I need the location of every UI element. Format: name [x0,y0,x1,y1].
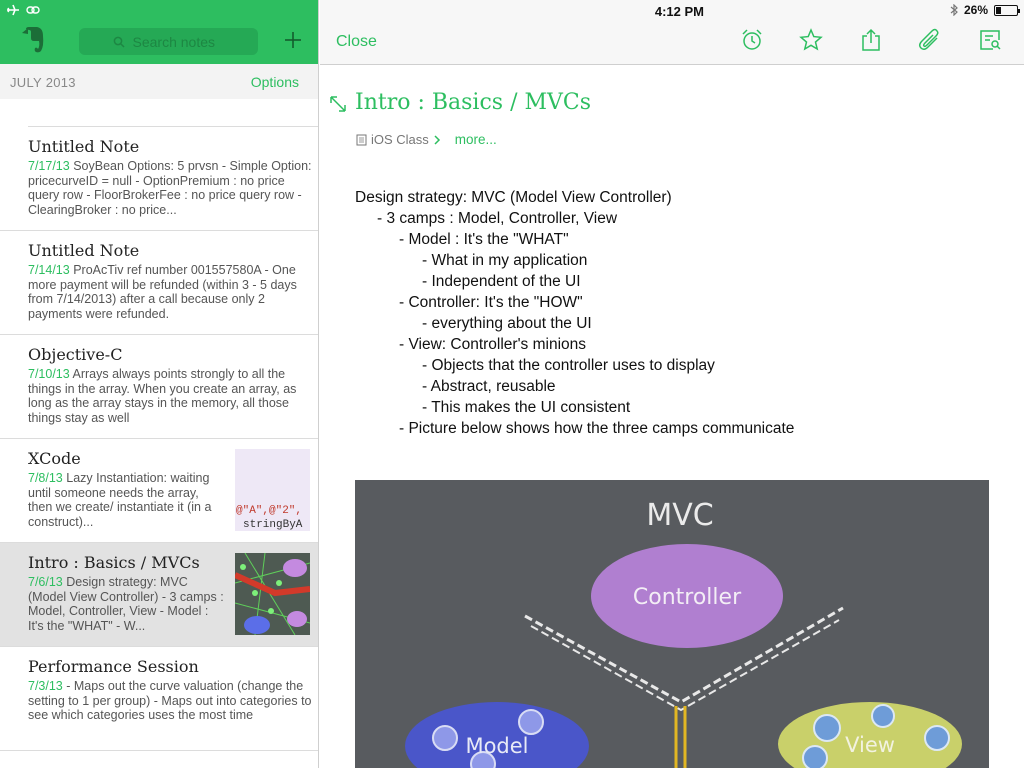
note-content-line: Design strategy: MVC (Model View Controller) [355,189,672,206]
status-icons-right [950,3,1018,17]
view-object [803,746,827,768]
note-meta [356,132,497,147]
note-list-item[interactable] [0,439,319,543]
chevron-right-icon [433,135,441,145]
status-icons-left [6,4,40,16]
model-label: Model [465,734,529,758]
editor-toolbar [320,0,1024,65]
airplane-icon [6,4,20,16]
note-snippet [28,471,224,531]
note-snippet [28,575,224,635]
options-button[interactable]: Options [250,74,299,90]
note-title: XCode [28,449,81,468]
note-content-line: - Objects that the controller uses to display [422,357,715,374]
note-list-item[interactable] [0,127,319,231]
note-list-item-selected[interactable] [0,543,319,647]
controller-label: Controller [632,585,742,610]
battery-icon [994,5,1018,16]
note-list-item[interactable] [0,647,319,751]
note-thumbnail-code [235,449,310,531]
notebook-icon [356,134,367,146]
note-snippet-text: - Maps out the curve valuation (change the setting to 1 per group) - Maps out into categories to see which categories uses the most time [28,679,312,722]
note-snippet-text: SoyBean Options: 5 prvsn - Simple Option: pricecurveID = null - OptionPremium : no price query row - FloorBrokerFee : no price query row - ClearingBroker : no price... [28,159,312,217]
note-list-item[interactable] [0,231,319,335]
note-date: 7/17/13 [28,159,70,173]
thumbnail-code-line: @"A",@"2", [236,505,303,517]
note-snippet [28,367,312,427]
note-content-line: - Independent of the UI [422,273,581,290]
note-title: Intro : Basics / MVCs [28,553,200,572]
note-date: 7/6/13 [28,575,63,589]
note-content-line: - This makes the UI consistent [422,399,631,416]
model-object [519,710,543,734]
note-content-line: - View: Controller's minions [399,336,587,353]
evernote-logo-icon[interactable] [20,26,46,54]
note-date: 7/3/13 [28,679,63,693]
note-content-line: - Controller: It's the "HOW" [399,294,583,311]
note-content-line: - What in my application [422,252,588,269]
note-title-heading[interactable]: Intro : Basics / MVCs [355,90,592,115]
note-editor [320,0,1024,768]
note-snippet-text: Lazy Instantiation: waiting until someone needs the array, then we create/ instantiate it (in a construct)... [28,471,212,529]
month-label: JULY 2013 [10,75,76,90]
note-content-line: - Picture below shows how the three camps communicate [399,420,795,437]
note-content-line: - 3 camps : Model, Controller, View [377,210,618,227]
status-time: 4:12 PM [654,4,704,19]
view-object [872,705,894,727]
new-note-button[interactable] [281,28,305,52]
note-snippet [28,263,312,323]
note-search-icon[interactable] [978,28,1002,52]
note-snippet [28,159,312,219]
search-icon [113,36,125,48]
battery-fill [996,7,1001,14]
note-content-line: - Abstract, reusable [422,378,556,395]
note-date: 7/8/13 [28,471,63,485]
search-bar[interactable] [79,28,258,55]
note-content-line: - everything about the UI [422,315,592,332]
alarm-clock-icon[interactable] [740,28,764,52]
sidebar-header [0,0,319,64]
mvc-diagram-image [355,480,989,768]
star-icon[interactable] [799,28,823,52]
view-label: View [845,733,895,757]
note-date: 7/10/13 [28,367,70,381]
view-object [925,726,949,750]
notes-sidebar [0,0,319,768]
month-header [0,64,319,99]
note-title: Performance Session [28,657,199,676]
note-title: Untitled Note [28,137,140,156]
note-snippet-text: ProAcTiv ref number 001557580A - One more payment will be refunded (within 3 - 5 days from 7/14/2013) after a call because only 2 payments were refunded. [28,263,297,321]
note-title: Objective-C [28,345,123,364]
note-title: Untitled Note [28,241,140,260]
view-object [814,715,840,741]
more-link[interactable]: more... [454,132,497,147]
close-button[interactable]: Close [336,33,377,50]
bluetooth-icon [950,4,958,16]
battery-percent: 26% [963,3,988,17]
wifi-link-icon [26,4,40,16]
note-content[interactable] [355,187,794,439]
note-list-item[interactable] [0,335,319,439]
note-content-line: - Model : It's the "WHAT" [399,231,569,248]
note-thumbnail-network [235,553,310,635]
thumbnail-code-line: stringByA [243,519,303,531]
expand-icon[interactable] [329,95,347,113]
note-date: 7/14/13 [28,263,70,277]
search-input[interactable] [133,34,225,50]
model-object [433,726,457,750]
share-icon[interactable] [859,28,883,52]
notebook-name[interactable]: iOS Class [371,132,429,147]
note-snippet [28,679,312,739]
note-snippet-text: Design strategy: MVC (Model View Controller) - 3 camps : Model, Controller, View - Model : It's the "WHAT" - W... [28,575,224,633]
note-snippet-text: Arrays always points strongly to all the things in the array. When you create an array, as long as the array stays in the memory, all those things stay as well [28,367,297,425]
diagram-title: MVC [646,498,714,533]
paperclip-icon[interactable] [918,28,942,52]
